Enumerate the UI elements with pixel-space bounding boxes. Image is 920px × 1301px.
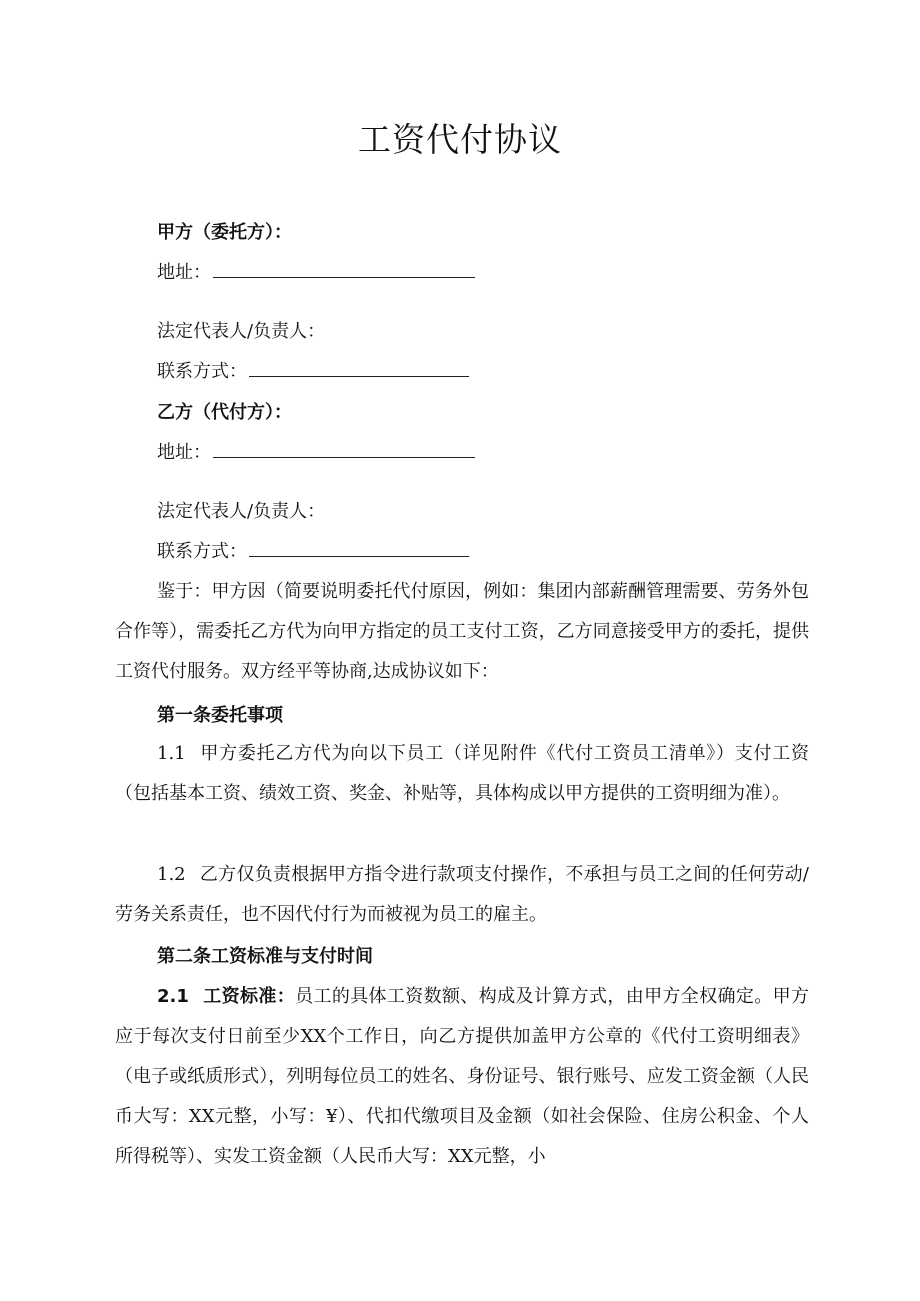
party-a-contact-blank[interactable]: [249, 360, 469, 377]
clause-1-1-text: 甲方委托乙方代为向以下员工（详见附件《代付工资员工清单》）支付工资（包括基本工资、绩效工资、奖金、补贴等，具体构成以甲方提供的工资明细为准）。: [115, 743, 809, 804]
party-b-representative: 法定代表人/负责人：: [157, 501, 326, 522]
party-b-address: [157, 441, 475, 465]
article-1-heading: 第一条委托事项: [157, 705, 283, 726]
clause-1-2-text: 乙方仅负责根据甲方指令进行款项支付操作，不承担与员工之间的任何劳动/劳务关系责任，也不因代付行为而被视为员工的雇主。: [115, 864, 809, 925]
party-a-label: 甲方（委托方）：: [157, 222, 292, 243]
clause-2-1-number: 2.1: [157, 986, 189, 1007]
preamble-text: 鉴于：甲方因（简要说明委托代付原因，例如：集团内部薪酬管理需要、劳务外包合作等），需委托乙方代为向甲方指定的员工支付工资，乙方同意接受甲方的委托，提供工资代付服务。双方经平等协商,达成协议如下：: [115, 581, 809, 682]
party-a-address-label: 地址：: [157, 262, 211, 283]
preamble-paragraph: [115, 572, 809, 692]
clause-1-1-number: 1.1: [157, 743, 186, 764]
party-a-contact-label: 联系方式：: [157, 361, 247, 382]
party-a-contact: [157, 360, 469, 384]
party-b-contact-label: 联系方式：: [157, 541, 247, 562]
party-b-address-blank[interactable]: [213, 441, 475, 458]
party-b-contact-blank[interactable]: [249, 540, 469, 557]
clause-2-1-text: 员工的具体工资数额、构成及计算方式，由甲方全权确定。甲方应于每次支付日前至少XX个工作日，向乙方提供加盖甲方公章的《代付工资明细表》（电子或纸质形式），列明每位员工的姓名、身份证号、银行账号、应发工资金额（人民币大写：XX元整，小写：¥）、代扣代缴项目及金额（如社会保险、住房公积金、个人所得税等）、实发工资金额（人民币大写：XX元整，小: [115, 986, 810, 1167]
clause-1-2: [115, 855, 809, 935]
party-b-address-label: 地址：: [157, 442, 211, 463]
article-2-heading: 第二条工资标准与支付时间: [157, 946, 373, 967]
clause-1-2-number: 1.2: [157, 864, 186, 885]
party-b-label: 乙方（代付方）：: [157, 402, 292, 423]
clause-1-1: [115, 734, 809, 814]
party-a-address-blank[interactable]: [213, 261, 475, 278]
party-a-address: [157, 261, 475, 285]
clause-2-1: [115, 977, 809, 1177]
clause-2-1-label: 工资标准：: [202, 986, 296, 1007]
document-title: 工资代付协议: [358, 120, 562, 159]
party-b-contact: [157, 540, 469, 564]
party-a-representative: 法定代表人/负责人：: [157, 321, 326, 342]
